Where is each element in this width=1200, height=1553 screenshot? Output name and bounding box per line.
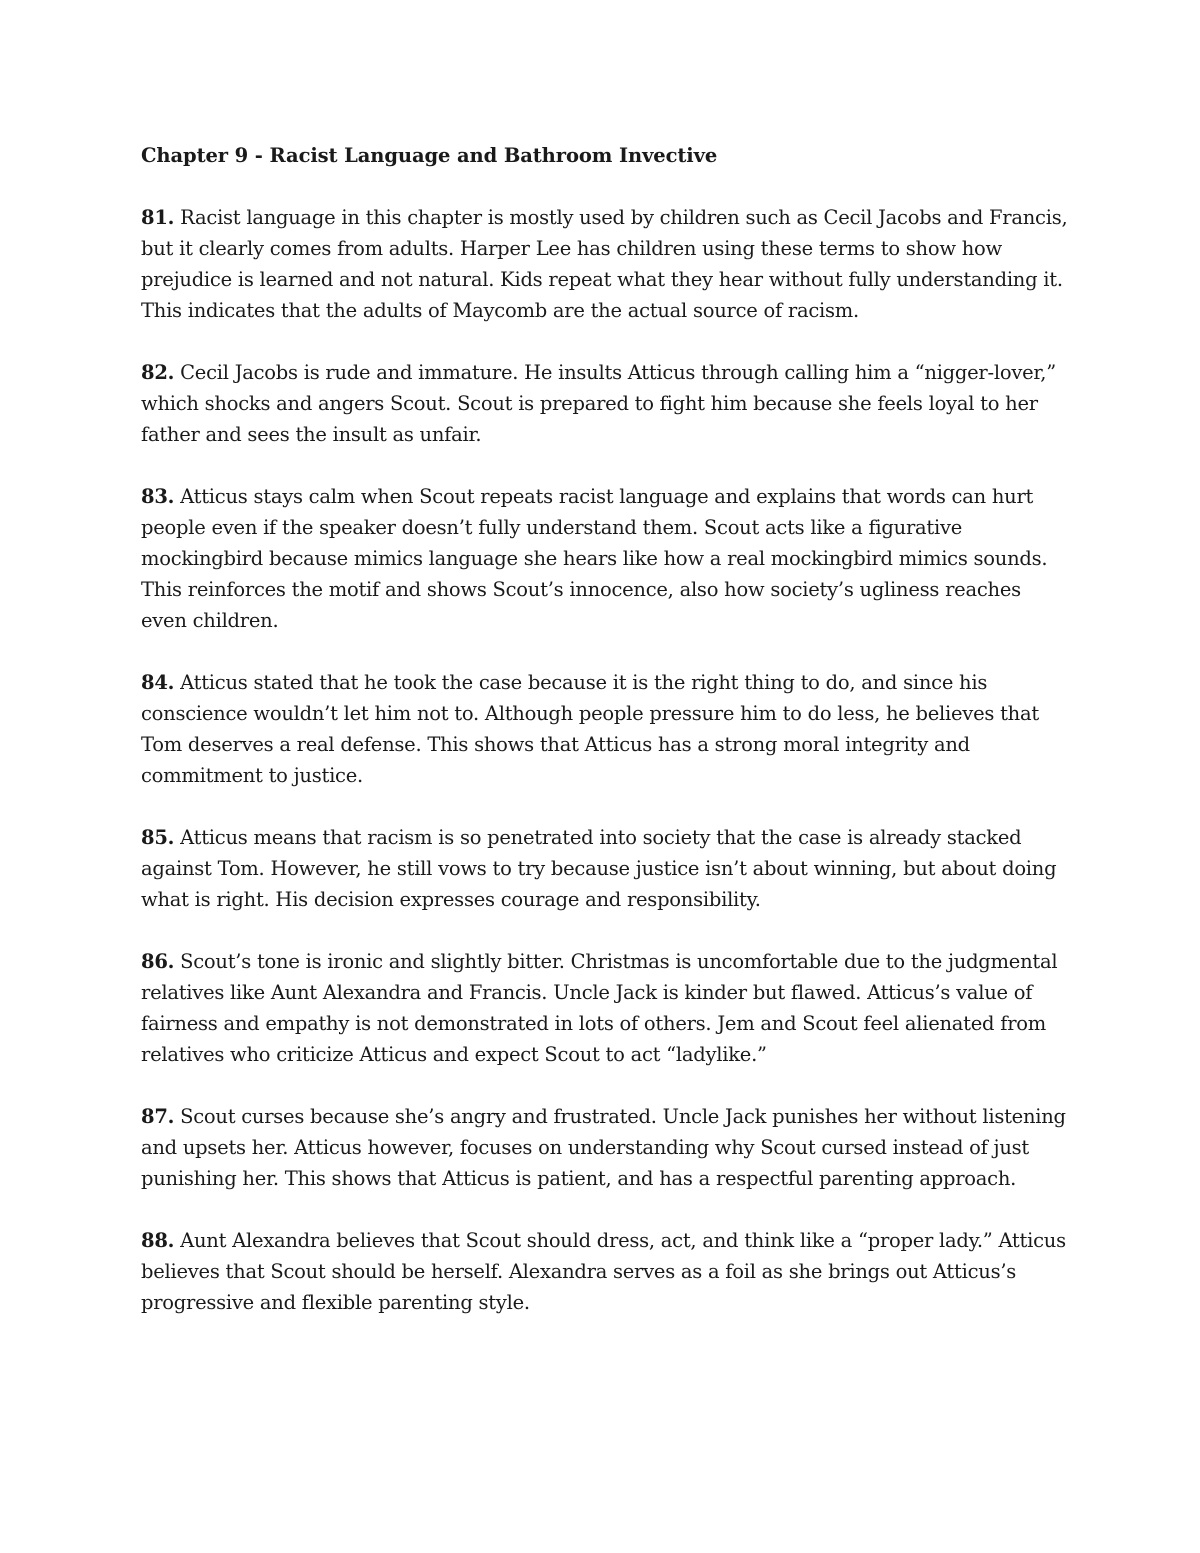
answer-number: 87. [141, 1105, 175, 1128]
answer-84 [141, 667, 1071, 791]
answer-87 [141, 1101, 1071, 1194]
answer-text: Racist language in this chapter is mostly used by children such as Cecil Jacobs and Francis, but it clearly comes from adults. Harper Lee has children using these terms to show how prejudice is learned and not natural. Kids repeat what they hear without fully understanding it. This indicates that the adults of Maycomb are the actual source of racism. [141, 206, 1068, 322]
chapter-title: Chapter 9 - Racist Language and Bathroom Invective [141, 144, 718, 167]
answer-text: Atticus means that racism is so penetrated into society that the case is already stacked against Tom. However, he still vows to try because justice isn’t about winning, but about doing what is right. His decision expresses courage and responsibility. [141, 826, 1057, 911]
answer-number: 88. [141, 1229, 175, 1252]
answer-text: Scout’s tone is ironic and slightly bitter. Christmas is uncomfortable due to the judgmental relatives like Aunt Alexandra and Francis. Uncle Jack is kinder but flawed. Atticus’s value of fairness and empathy is not demonstrated in lots of others. Jem and Scout feel alienated from relatives who criticize Atticus and expect Scout to act “ladylike.” [141, 950, 1058, 1066]
answer-86 [141, 946, 1071, 1070]
answer-83 [141, 481, 1071, 636]
answer-number: 82. [141, 361, 175, 384]
answer-number: 84. [141, 671, 175, 694]
answer-85 [141, 822, 1071, 915]
answer-text: Atticus stated that he took the case because it is the right thing to do, and since his conscience wouldn’t let him not to. Although people pressure him to do less, he believes that Tom deserves a real defense. This shows that Atticus has a strong moral integrity and commitment to justice. [141, 671, 1039, 787]
answer-number: 85. [141, 826, 175, 849]
answer-text: Scout curses because she’s angry and frustrated. Uncle Jack punishes her without listening and upsets her. Atticus however, focuses on understanding why Scout cursed instead of just punishing her. This shows that Atticus is patient, and has a respectful parenting approach. [141, 1105, 1066, 1190]
answer-number: 83. [141, 485, 175, 508]
answer-88 [141, 1225, 1071, 1318]
answer-number: 81. [141, 206, 175, 229]
document-body [141, 140, 1071, 1349]
answer-81 [141, 202, 1071, 326]
answer-text: Aunt Alexandra believes that Scout should dress, act, and think like a “proper lady.” Atticus believes that Scout should be herself. Alexandra serves as a foil as she brings out Atticus’s progressive and flexible parenting style. [141, 1229, 1066, 1314]
answer-text: Atticus stays calm when Scout repeats racist language and explains that words can hurt people even if the speaker doesn’t fully understand them. Scout acts like a figurative mockingbird because mimics language she hears like how a real mockingbird mimics sounds. This reinforces the motif and shows Scout’s innocence, also how society’s ugliness reaches even children. [141, 485, 1048, 632]
answer-text: Cecil Jacobs is rude and immature. He insults Atticus through calling him a “nigger-lover,” which shocks and angers Scout. Scout is prepared to fight him because she feels loyal to her father and sees the insult as unfair. [141, 361, 1056, 446]
answer-number: 86. [141, 950, 175, 973]
answer-82 [141, 357, 1071, 450]
